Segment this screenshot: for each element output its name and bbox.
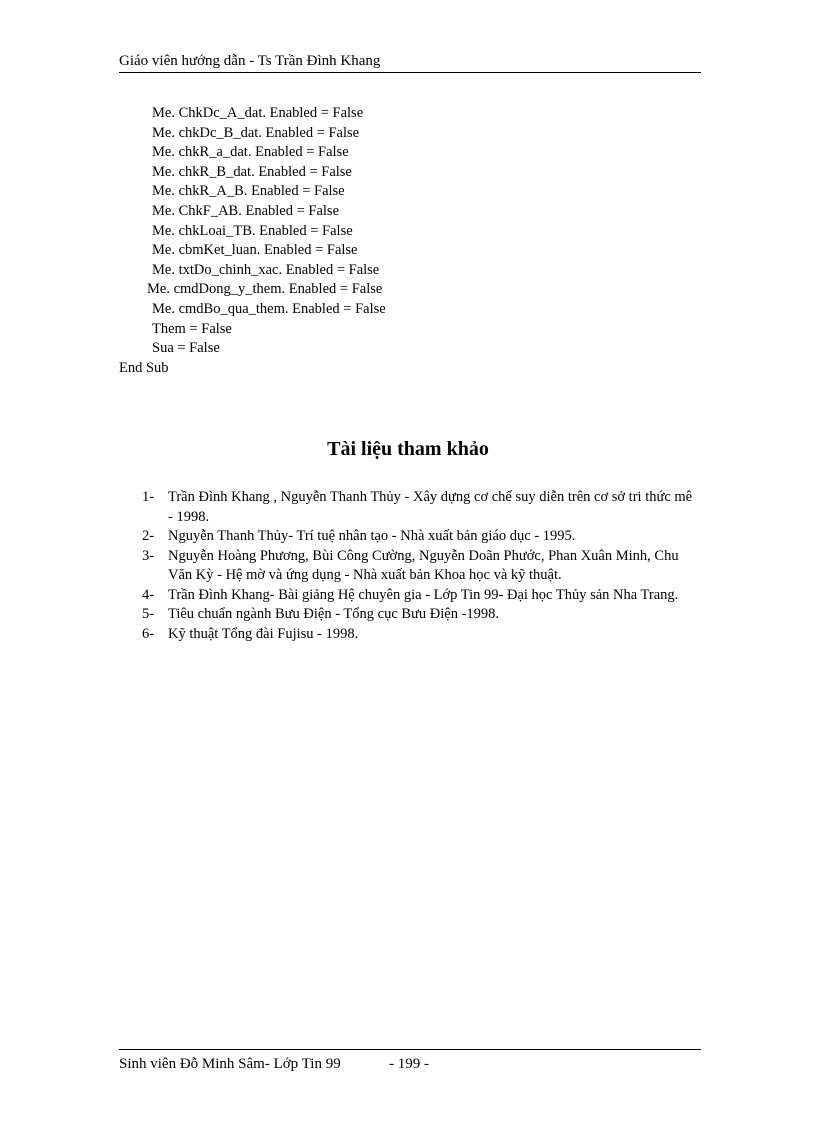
reference-text: Trần Đình Khang- Bài giảng Hệ chuyên gia - Lớp Tin 99- Đại học Thủy sản Nha Trang. xyxy=(168,586,679,603)
code-line-end-sub: End Sub xyxy=(119,359,169,376)
reference-text: Tiêu chuẩn ngành Bưu Điện - Tổng cục Bưu Điện -1998. xyxy=(168,606,500,622)
reference-text: Nguyễn Thanh Thủy- Trí tuệ nhân tạo - Nhà xuất bản giáo dục - 1995. xyxy=(168,528,576,544)
code-line: Me. ChkF_AB. Enabled = False xyxy=(152,202,339,219)
references-title: Tài liệu tham khảo xyxy=(327,438,489,460)
reference-item xyxy=(142,586,697,606)
reference-number: 1- xyxy=(142,489,155,505)
page-number: - 199 - xyxy=(389,1056,429,1072)
code-line: Them = False xyxy=(152,320,232,337)
reference-number: 5- xyxy=(142,606,155,622)
code-line: Me. cmdBo_qua_them. Enabled = False xyxy=(152,300,386,317)
code-line: Me. txtDo_chinh_xac. Enabled = False xyxy=(152,261,380,278)
header-text: Giáo viên hướng dẫn - Ts Trần Đình Khang xyxy=(119,53,381,69)
reference-number: 4- xyxy=(142,586,155,603)
page-header xyxy=(119,52,701,73)
page-footer xyxy=(119,1049,701,1080)
code-line: Me. chkR_A_B. Enabled = False xyxy=(152,183,345,200)
reference-text: Trần Đình Khang , Nguyễn Thanh Thủy - Xây dựng cơ chế suy diễn trên cơ sở tri thức mê - 1998. xyxy=(168,489,693,525)
code-line: Me. cbmKet_luan. Enabled = False xyxy=(152,242,358,259)
reference-text: Nguyễn Hoàng Phương, Bùi Công Cường, Nguyễn Doãn Phước, Phan Xuân Minh, Chu Văn Kỳ - Hệ mờ và ứng dụng - Nhà xuất bản Khoa học và kỹ thuật. xyxy=(168,547,679,583)
reference-item xyxy=(142,625,697,645)
reference-number: 2- xyxy=(142,528,155,544)
code-line: Me. chkLoai_TB. Enabled = False xyxy=(152,222,353,239)
reference-item xyxy=(142,488,697,527)
reference-number: 6- xyxy=(142,625,155,642)
reference-text: Kỹ thuật Tổng đài Fujisu - 1998. xyxy=(168,625,359,642)
reference-number: 3- xyxy=(142,547,155,564)
code-line: Sua = False xyxy=(152,340,220,357)
reference-item xyxy=(142,605,697,625)
references-list xyxy=(142,488,697,644)
code-line: Me. chkR_B_dat. Enabled = False xyxy=(152,163,352,180)
code-block xyxy=(119,104,679,378)
reference-item xyxy=(142,527,697,547)
footer-student: Sinh viên Đỗ Minh Sâm- Lớp Tin 99 xyxy=(119,1056,341,1072)
code-line: Me. chkR_a_dat. Enabled = False xyxy=(152,144,349,161)
code-line: Me. cmdDong_y_them. Enabled = False xyxy=(147,281,383,298)
code-line: Me. ChkDc_A_dat. Enabled = False xyxy=(152,105,364,121)
reference-item xyxy=(142,547,697,586)
code-line: Me. chkDc_B_dat. Enabled = False xyxy=(152,124,360,141)
